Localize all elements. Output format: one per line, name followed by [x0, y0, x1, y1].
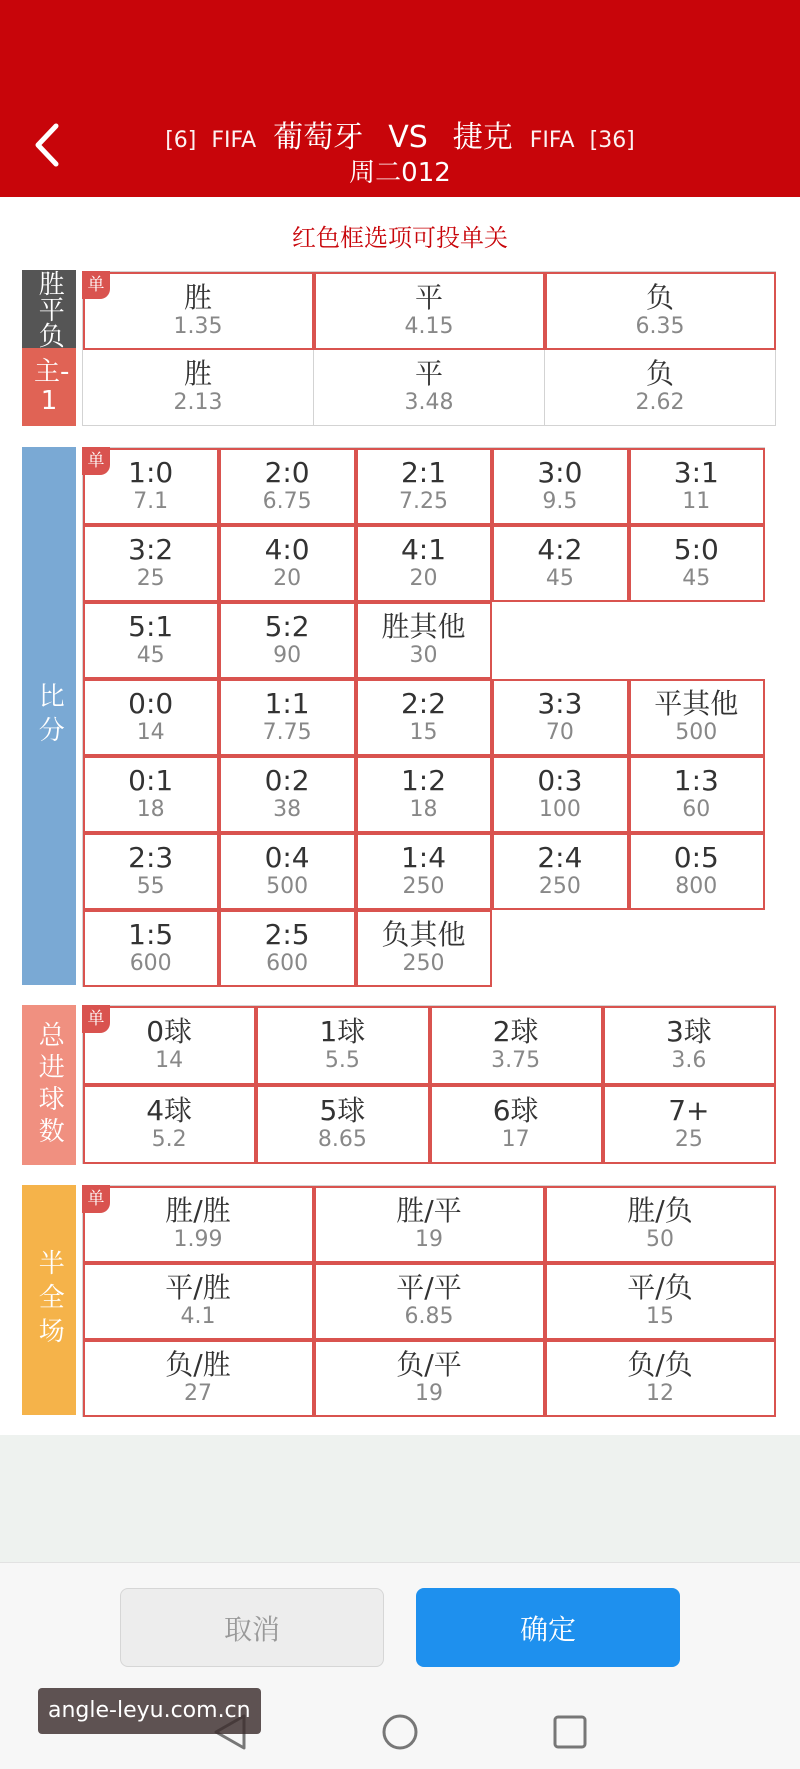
option-label: 负/负 — [627, 1348, 693, 1381]
odds-option[interactable] — [545, 1263, 776, 1340]
odds-option[interactable] — [356, 602, 492, 679]
option-label: 1:4 — [400, 841, 447, 874]
side-label-rqspf — [22, 348, 76, 426]
option-odds: 3.75 — [491, 1048, 541, 1073]
odds-option[interactable] — [545, 1340, 776, 1417]
option-label: 胜/负 — [627, 1194, 693, 1227]
away-org: FIFA — [529, 128, 575, 153]
vs-label: VS — [388, 120, 428, 155]
option-label: 0:2 — [264, 764, 310, 797]
option-odds: 2.13 — [173, 390, 223, 415]
home-team: 葡萄牙 — [273, 120, 364, 155]
option-label: 负/平 — [396, 1348, 462, 1381]
score-grid — [82, 447, 765, 987]
option-odds: 14 — [136, 720, 165, 745]
odds-option[interactable] — [492, 448, 628, 525]
odds-option[interactable] — [83, 756, 219, 833]
odds-option[interactable] — [83, 679, 219, 756]
odds-option[interactable] — [356, 525, 492, 602]
option-label: 3球 — [665, 1015, 712, 1048]
side-text: 总进球数 — [34, 1021, 65, 1149]
side-label-bqc — [22, 1185, 76, 1415]
odds-option[interactable] — [256, 1006, 429, 1085]
half-full-grid — [82, 1185, 776, 1417]
option-label: 2:2 — [400, 687, 447, 720]
option-label: 3:0 — [537, 456, 583, 489]
option-odds: 15 — [646, 1304, 674, 1329]
option-odds: 250 — [402, 951, 445, 976]
option-odds: 38 — [273, 797, 302, 822]
odds-option[interactable] — [219, 833, 355, 910]
odds-option[interactable] — [219, 525, 355, 602]
option-label: 负 — [645, 357, 674, 390]
side-label-bf — [22, 447, 76, 985]
option-odds: 11 — [682, 489, 711, 514]
option-label: 负/胜 — [165, 1348, 231, 1381]
option-odds: 8.65 — [317, 1127, 367, 1152]
option-odds: 500 — [266, 874, 309, 899]
option-label: 平/胜 — [165, 1271, 231, 1304]
odds-option[interactable] — [603, 1085, 776, 1164]
option-label: 4:1 — [400, 533, 447, 566]
option-label: 0球 — [146, 1015, 193, 1048]
odds-option[interactable] — [629, 756, 765, 833]
option-odds: 600 — [266, 951, 309, 976]
option-odds: 5.2 — [151, 1127, 187, 1152]
option-label: 1球 — [319, 1015, 366, 1048]
match-number: 周二012 — [349, 158, 451, 188]
side-text: 主-1 — [34, 357, 70, 416]
odds-option[interactable] — [603, 1006, 776, 1085]
footer-band — [0, 1435, 800, 1562]
option-odds: 6.75 — [262, 489, 312, 514]
option-label: 7+ — [668, 1094, 710, 1127]
odds-option[interactable] — [492, 679, 628, 756]
option-label: 5:1 — [128, 610, 174, 643]
odds-option[interactable] — [492, 833, 628, 910]
odds-option[interactable] — [83, 1340, 314, 1417]
empty-slot — [629, 602, 765, 679]
odds-option[interactable] — [256, 1085, 429, 1164]
odds-option[interactable] — [314, 1263, 545, 1340]
option-label: 胜其他 — [381, 610, 466, 643]
odds-option[interactable] — [629, 525, 765, 602]
option-odds: 27 — [184, 1381, 212, 1406]
home-rank: [6] — [165, 128, 197, 153]
odds-option[interactable] — [219, 679, 355, 756]
option-odds: 25 — [136, 566, 165, 591]
option-odds: 20 — [273, 566, 302, 591]
option-odds: 1.35 — [173, 313, 223, 339]
option-odds: 4.1 — [180, 1304, 216, 1329]
option-odds: 17 — [501, 1127, 530, 1152]
option-label: 胜 — [183, 357, 212, 390]
away-rank: [36] — [589, 128, 635, 153]
side-label-spf — [22, 270, 76, 348]
home-org: FIFA — [211, 128, 257, 153]
option-label: 平/平 — [396, 1271, 462, 1304]
odds-option[interactable] — [83, 1085, 256, 1164]
odds-option[interactable] — [219, 448, 355, 525]
empty-slot — [492, 602, 628, 679]
option-odds: 60 — [682, 797, 711, 822]
single-badge: 单 — [82, 447, 110, 475]
option-odds: 2.62 — [635, 390, 685, 415]
option-odds: 15 — [409, 720, 438, 745]
option-label: 平其他 — [654, 687, 739, 720]
option-odds: 6.85 — [404, 1304, 454, 1329]
odds-option[interactable] — [83, 833, 219, 910]
option-label: 1:5 — [128, 918, 174, 951]
option-odds: 6.35 — [635, 313, 685, 339]
option-label: 0:5 — [673, 841, 719, 874]
option-label: 4:2 — [537, 533, 583, 566]
total-goals-grid — [82, 1005, 776, 1164]
odds-option[interactable] — [356, 679, 492, 756]
odds-option[interactable] — [492, 756, 628, 833]
match-title — [0, 112, 800, 156]
option-odds: 1.99 — [173, 1227, 223, 1252]
spf-grid — [82, 271, 776, 350]
odds-option[interactable] — [314, 1186, 545, 1263]
option-label: 胜 — [183, 280, 212, 314]
odds-option[interactable] — [430, 1085, 603, 1164]
option-odds: 14 — [155, 1048, 184, 1073]
odds-option[interactable] — [83, 525, 219, 602]
side-text: 胜平负 — [34, 270, 65, 348]
option-label: 2球 — [492, 1015, 539, 1048]
option-label: 平/负 — [627, 1271, 693, 1304]
option-label: 1:2 — [400, 764, 447, 797]
option-odds: 7.25 — [399, 489, 448, 514]
option-odds: 7.1 — [133, 489, 169, 514]
option-odds: 7.75 — [262, 720, 312, 745]
odds-option[interactable] — [83, 910, 219, 987]
option-odds: 3.6 — [671, 1048, 707, 1073]
watermark: angle-leyu.com.cn — [38, 1688, 261, 1734]
option-label: 3:1 — [673, 456, 719, 489]
option-odds: 50 — [646, 1227, 674, 1252]
option-odds: 25 — [674, 1127, 703, 1152]
option-label: 2:5 — [264, 918, 310, 951]
option-odds: 12 — [646, 1381, 674, 1406]
odds-option[interactable] — [314, 272, 545, 350]
option-odds: 45 — [682, 566, 711, 591]
option-odds: 18 — [136, 797, 165, 822]
option-odds: 250 — [402, 874, 445, 899]
option-label: 0:0 — [128, 687, 174, 720]
option-label: 4球 — [146, 1094, 193, 1127]
nav-home-icon[interactable] — [380, 1712, 420, 1752]
option-odds: 45 — [136, 643, 165, 668]
odds-option[interactable] — [219, 910, 355, 987]
option-odds: 600 — [129, 951, 172, 976]
option-label: 5:0 — [673, 533, 719, 566]
odds-option[interactable] — [83, 272, 314, 350]
option-odds: 100 — [538, 797, 581, 822]
empty-slot — [629, 910, 765, 987]
option-label: 2:1 — [400, 456, 447, 489]
option-odds: 5.5 — [324, 1048, 360, 1073]
option-label: 2:0 — [264, 456, 310, 489]
option-odds: 19 — [415, 1381, 443, 1406]
option-odds: 3.48 — [404, 390, 454, 415]
option-label: 负其他 — [381, 918, 466, 951]
option-label: 平 — [414, 280, 443, 314]
option-label: 1:0 — [128, 456, 174, 489]
option-label: 5:2 — [264, 610, 310, 643]
odds-option[interactable] — [356, 756, 492, 833]
odds-option[interactable] — [492, 525, 628, 602]
odds-option[interactable] — [356, 910, 492, 987]
option-label: 平 — [414, 357, 443, 390]
empty-slot — [492, 910, 628, 987]
option-label: 4:0 — [264, 533, 310, 566]
option-label: 1:1 — [264, 687, 310, 720]
app-header — [0, 0, 800, 197]
option-label: 2:3 — [128, 841, 174, 874]
cancel-button[interactable]: 取消 — [120, 1588, 384, 1667]
rqspf-grid — [82, 349, 776, 426]
side-text: 半全场 — [34, 1249, 65, 1351]
side-label-zjq — [22, 1005, 76, 1165]
single-badge: 单 — [82, 1005, 110, 1033]
odds-option[interactable] — [629, 448, 765, 525]
nav-recent-icon[interactable] — [550, 1712, 590, 1752]
option-odds: 250 — [538, 874, 581, 899]
option-label: 胜/平 — [396, 1194, 462, 1227]
odds-option[interactable] — [629, 679, 765, 756]
option-odds: 4.15 — [404, 313, 454, 339]
option-odds: 55 — [136, 874, 165, 899]
odds-option[interactable] — [314, 349, 545, 426]
option-label: 3:3 — [537, 687, 583, 720]
away-team: 捷克 — [452, 120, 513, 155]
confirm-button[interactable]: 确定 — [416, 1588, 680, 1667]
option-odds: 19 — [415, 1227, 443, 1252]
option-label: 5球 — [319, 1094, 366, 1127]
odds-option[interactable] — [314, 1340, 545, 1417]
odds-option[interactable] — [83, 1263, 314, 1340]
option-label: 0:4 — [264, 841, 310, 874]
option-odds: 20 — [409, 566, 438, 591]
odds-option[interactable] — [219, 602, 355, 679]
option-label: 6球 — [492, 1094, 539, 1127]
option-odds: 9.5 — [542, 489, 578, 514]
option-label: 2:4 — [537, 841, 583, 874]
odds-option[interactable] — [545, 1186, 776, 1263]
option-odds: 500 — [675, 720, 718, 745]
odds-option[interactable] — [219, 756, 355, 833]
option-label: 胜/胜 — [165, 1194, 231, 1227]
odds-option[interactable] — [545, 272, 776, 350]
option-odds: 18 — [409, 797, 438, 822]
option-label: 0:3 — [537, 764, 583, 797]
odds-option[interactable] — [83, 602, 219, 679]
option-label: 1:3 — [673, 764, 719, 797]
option-label: 负 — [645, 280, 674, 314]
option-label: 0:1 — [128, 764, 174, 797]
option-odds: 45 — [545, 566, 574, 591]
side-text: 比分 — [34, 682, 65, 750]
option-odds: 30 — [409, 643, 438, 668]
odds-option[interactable] — [356, 833, 492, 910]
odds-option[interactable] — [545, 349, 776, 426]
odds-option[interactable] — [356, 448, 492, 525]
option-odds: 800 — [675, 874, 718, 899]
odds-option[interactable] — [83, 1186, 314, 1263]
option-odds: 70 — [545, 720, 574, 745]
single-badge: 单 — [82, 271, 110, 299]
odds-option[interactable] — [629, 833, 765, 910]
single-hint: 红色框选项可投单关 — [292, 224, 508, 252]
single-badge: 单 — [82, 1185, 110, 1213]
odds-option[interactable] — [83, 349, 314, 426]
option-label: 3:2 — [128, 533, 174, 566]
odds-option[interactable] — [430, 1006, 603, 1085]
option-odds: 90 — [273, 643, 302, 668]
